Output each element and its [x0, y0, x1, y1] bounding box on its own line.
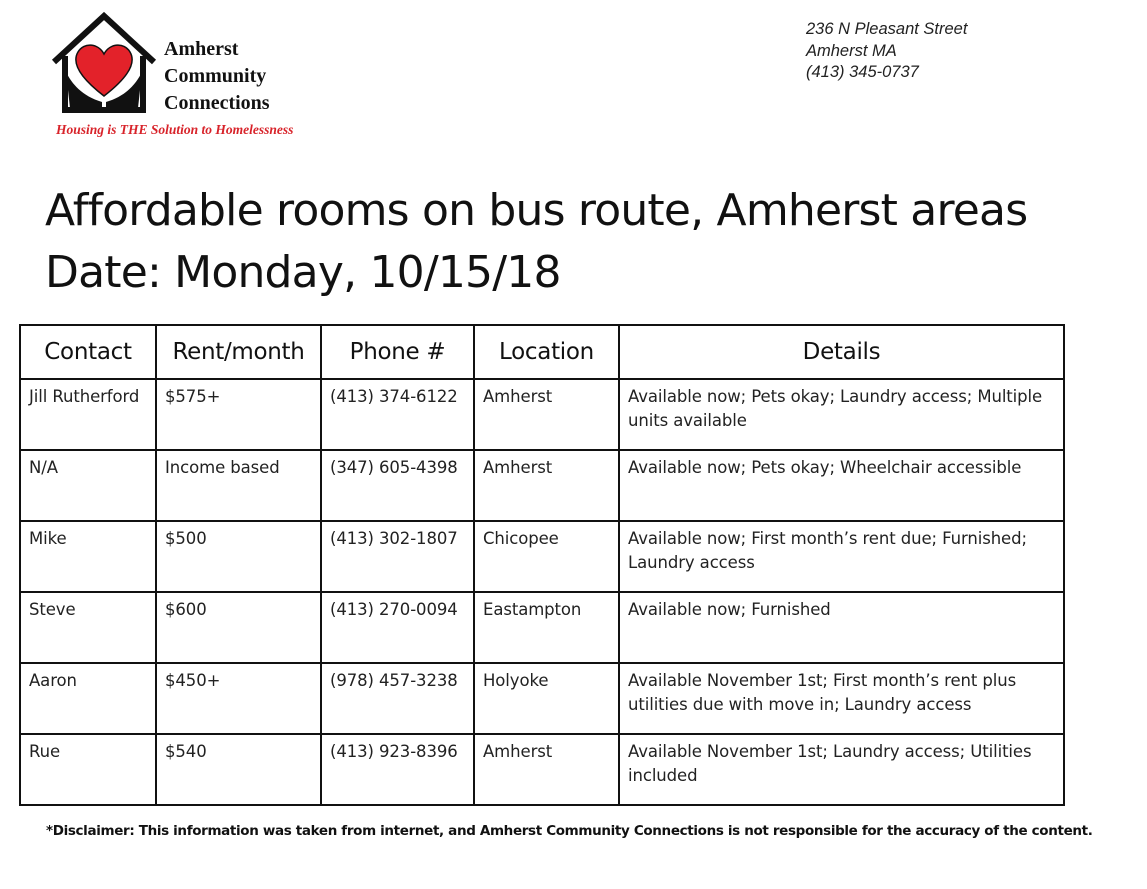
page-date: Date: Monday, 10/15/18 — [45, 247, 561, 298]
contact-cell: Mike — [20, 521, 156, 592]
organization-tagline: Housing is THE Solution to Homelessness — [56, 122, 294, 137]
details-cell: Available now; Pets okay; Laundry access; Multiple units available — [619, 379, 1064, 450]
page-title: Affordable rooms on bus route, Amherst areas — [45, 185, 1028, 236]
contact-cell: Aaron — [20, 663, 156, 734]
contact-cell: Steve — [20, 592, 156, 663]
house-heart-hands-icon — [48, 10, 160, 118]
table-row — [20, 592, 1064, 663]
column-header-location: Location — [474, 325, 619, 379]
address-street: 236 N Pleasant Street — [806, 20, 968, 38]
column-header-details: Details — [619, 325, 1064, 379]
details-cell: Available now; Pets okay; Wheelchair accessible — [619, 450, 1064, 521]
listings-table — [19, 324, 1065, 806]
details-cell: Available November 1st; Laundry access; Utilities included — [619, 734, 1064, 805]
location-cell: Chicopee — [474, 521, 619, 592]
rent-cell: $450+ — [156, 663, 321, 734]
location-cell: Amherst — [474, 734, 619, 805]
address-city: Amherst MA — [806, 41, 897, 60]
rent-cell: $600 — [156, 592, 321, 663]
location-cell: Amherst — [474, 450, 619, 521]
details-cell: Available November 1st; First month’s rent plus utilities due with move in; Laundry access — [619, 663, 1064, 734]
organization-name — [164, 36, 270, 117]
phone-cell: (413) 270-0094 — [321, 592, 474, 663]
disclaimer-text: *Disclaimer: This information was taken from internet, and Amherst Community Connections is not responsible for the accuracy of the content. — [46, 823, 1093, 839]
table-row — [20, 734, 1064, 805]
column-header-contact: Contact — [20, 325, 156, 379]
column-header-phone: Phone # — [321, 325, 474, 379]
location-cell: Amherst — [474, 379, 619, 450]
table-row — [20, 663, 1064, 734]
phone-cell: (413) 302-1807 — [321, 521, 474, 592]
contact-cell: N/A — [20, 450, 156, 521]
rent-cell: $540 — [156, 734, 321, 805]
contact-cell: Rue — [20, 734, 156, 805]
details-cell: Available now; Furnished — [619, 592, 1064, 663]
contact-cell: Jill Rutherford — [20, 379, 156, 450]
address-phone: (413) 345-0737 — [806, 63, 919, 81]
column-header-rent: Rent/month — [156, 325, 321, 379]
phone-cell: (978) 457-3238 — [321, 663, 474, 734]
page-heading — [45, 180, 1027, 304]
rent-cell: $575+ — [156, 379, 321, 450]
table-header-row — [20, 325, 1064, 379]
phone-cell: (413) 374-6122 — [321, 379, 474, 450]
table-row — [20, 379, 1064, 450]
organization-name-line: Community — [164, 65, 267, 87]
location-cell: Eastampton — [474, 592, 619, 663]
phone-cell: (413) 923-8396 — [321, 734, 474, 805]
details-cell: Available now; First month’s rent due; Furnished; Laundry access — [619, 521, 1064, 592]
organization-address — [806, 19, 967, 84]
phone-cell: (347) 605-4398 — [321, 450, 474, 521]
rent-cell: Income based — [156, 450, 321, 521]
table-row — [20, 450, 1064, 521]
table-row — [20, 521, 1064, 592]
location-cell: Holyoke — [474, 663, 619, 734]
rent-cell: $500 — [156, 521, 321, 592]
organization-logo — [48, 10, 353, 145]
organization-name-line: Connections — [164, 92, 270, 114]
organization-name-line: Amherst — [164, 38, 239, 60]
